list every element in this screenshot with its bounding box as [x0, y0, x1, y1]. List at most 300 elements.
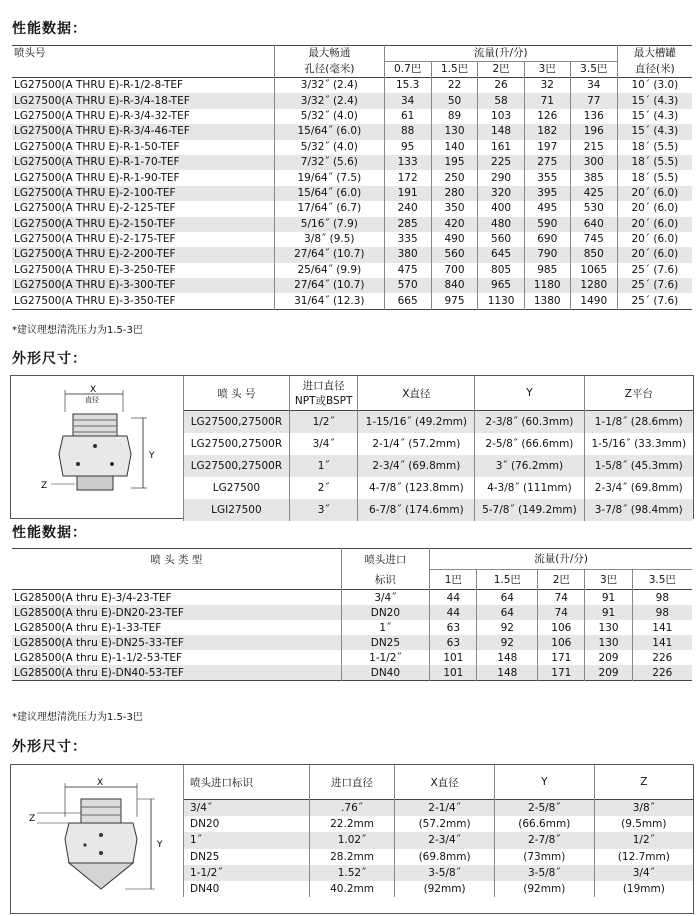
label-x: X — [90, 385, 97, 395]
cell: 130 — [585, 635, 632, 650]
cell: 106 — [538, 620, 585, 635]
table-row — [184, 411, 694, 434]
cell: 495 — [524, 201, 570, 216]
table-row — [12, 124, 692, 139]
cell: 15/64˝ (6.0) — [274, 186, 384, 201]
cell: LGI27500 — [184, 499, 290, 521]
cell: 1-1/8˝ (28.6mm) — [584, 411, 693, 434]
cell: 985 — [524, 263, 570, 278]
cell: (92mm) — [395, 881, 495, 897]
cell: LG27500,27500R — [184, 455, 290, 477]
cell: 840 — [431, 278, 478, 293]
cell: 191 — [384, 186, 431, 201]
cell: 2-5/8˝ — [494, 800, 594, 817]
table-row — [184, 881, 694, 897]
table-row — [12, 263, 692, 278]
cell: 226 — [632, 665, 692, 681]
cell: 5/16˝ (7.9) — [274, 217, 384, 232]
cell: 225 — [478, 155, 524, 170]
cell: LG27500(A THRU E)-R-1-90-TEF — [14, 171, 180, 184]
cell: 790 — [524, 247, 570, 262]
t3-hdr-p1: 1.5巴 — [477, 569, 538, 590]
cell: 530 — [570, 201, 617, 216]
cell: 2-5/8˝ (66.6mm) — [475, 433, 584, 455]
table-row — [12, 78, 692, 94]
cell: (12.7mm) — [594, 849, 693, 865]
t2-hdr-x: X直径 — [358, 376, 475, 411]
table-row — [12, 620, 692, 635]
cell: 3/32˝ (2.4) — [274, 93, 384, 108]
cell: (66.6mm) — [494, 816, 594, 832]
cell: 320 — [478, 186, 524, 201]
t3-hdr-inlet: 喷头进口 — [341, 549, 430, 570]
cell: 92 — [477, 620, 538, 635]
table-row — [184, 816, 694, 832]
table-row — [12, 93, 692, 108]
table-row — [184, 832, 694, 848]
table-row — [184, 455, 694, 477]
hdr-tank: 最大槽罐 — [617, 46, 692, 62]
hdr-p2: 2巴 — [478, 62, 524, 78]
hdr-flow: 流量(升/分) — [384, 46, 617, 62]
cell: LG27500(A THRU E)-R-3/4-32-TEF — [14, 109, 190, 122]
cell: 1-5/8˝ (45.3mm) — [584, 455, 693, 477]
table-row — [12, 650, 692, 665]
table-row — [12, 186, 692, 201]
cell: 95 — [384, 140, 431, 155]
cell: 420 — [431, 217, 478, 232]
cell: 20ˊ (6.0) — [617, 247, 692, 262]
cell: LG27500(A THRU E)-3-350-TEF — [14, 294, 176, 307]
table-row — [184, 433, 694, 455]
cell: 20ˊ (6.0) — [617, 232, 692, 247]
cell: 5-7/8˝ (149.2mm) — [475, 499, 584, 521]
t4-hdr-inlet-id: 喷头进口标识 — [184, 765, 310, 800]
nozzle-drawing-27500 — [23, 384, 173, 512]
t2-hdr-y: Y — [475, 376, 584, 411]
cell: (73mm) — [494, 849, 594, 865]
cell: 74 — [538, 590, 585, 606]
cell: 25/64˝ (9.9) — [274, 263, 384, 278]
cell: LG28500(A thru E)-3/4-23-TEF — [14, 591, 172, 604]
cell: 590 — [524, 217, 570, 232]
cell: 22 — [431, 78, 478, 94]
t4-hdr-y: Y — [494, 765, 594, 800]
cell: 34 — [384, 93, 431, 108]
t2-hdr-z: Z平台 — [584, 376, 693, 411]
cell: 133 — [384, 155, 431, 170]
cell: 1˝ — [184, 832, 310, 848]
dims-title-1: 外形尺寸： — [12, 351, 87, 367]
cell: 15ˊ (4.3) — [617, 124, 692, 139]
cell: 2-1/4˝ (57.2mm) — [358, 433, 475, 455]
table-row — [184, 849, 694, 865]
cell: 290 — [478, 170, 524, 185]
cell: 92 — [477, 635, 538, 650]
label4-y: Y — [157, 840, 163, 850]
cell: 385 — [570, 170, 617, 185]
cell: LG27500,27500R — [184, 433, 290, 455]
cell: (69.8mm) — [395, 849, 495, 865]
cell: 27/64˝ (10.7) — [274, 247, 384, 262]
cell: 1-1/2˝ — [341, 650, 430, 665]
t3-hdr-p2: 2巴 — [538, 569, 585, 590]
cell: LG28500(A thru E)-1-1/2-53-TEF — [14, 651, 183, 664]
cell: 3-5/8˝ — [395, 865, 495, 881]
cell: 26 — [478, 78, 524, 94]
cell: 64 — [477, 590, 538, 606]
cell: 285 — [384, 217, 431, 232]
cell: 2-3/4˝ (69.8mm) — [584, 477, 693, 499]
cell: LG28500(A thru E)-DN25-33-TEF — [14, 636, 184, 649]
cell: 126 — [524, 109, 570, 124]
cell: 3/4˝ — [289, 433, 358, 455]
cell: 2˝ — [289, 477, 358, 499]
cell: 7/32˝ (5.6) — [274, 155, 384, 170]
cell: 400 — [478, 201, 524, 216]
cell: 63 — [430, 635, 477, 650]
cell: 34 — [570, 78, 617, 94]
cell: LG27500(A THRU E)-R-1-50-TEF — [14, 140, 180, 153]
cell: 91 — [585, 590, 632, 606]
cell: 5/32˝ (4.0) — [274, 140, 384, 155]
t3-hdr-p3: 3巴 — [585, 569, 632, 590]
cell: 3-5/8˝ — [494, 865, 594, 881]
t4-hdr-z: Z — [594, 765, 693, 800]
cell: 106 — [538, 635, 585, 650]
cell: 161 — [478, 140, 524, 155]
cell: 77 — [570, 93, 617, 108]
hdr-orifice-unit: 孔径(毫米) — [274, 62, 384, 78]
hdr-orifice: 最大畅通 — [274, 46, 384, 62]
cell: 20ˊ (6.0) — [617, 217, 692, 232]
cell: (19mm) — [594, 881, 693, 897]
perf-table-27500 — [12, 45, 692, 310]
cell: 3/32˝ (2.4) — [274, 78, 384, 94]
cell: 89 — [431, 109, 478, 124]
cell: 182 — [524, 124, 570, 139]
cell: 18ˊ (5.5) — [617, 170, 692, 185]
cell: 690 — [524, 232, 570, 247]
cell: 560 — [478, 232, 524, 247]
cell: 91 — [585, 605, 632, 620]
cell: 141 — [632, 620, 692, 635]
cell: 1/2˝ — [594, 832, 693, 848]
cell: 3/4˝ — [341, 590, 430, 606]
table-row — [12, 247, 692, 262]
cell: 63 — [430, 620, 477, 635]
cell: 209 — [585, 665, 632, 681]
cell: 745 — [570, 232, 617, 247]
cell: 425 — [570, 186, 617, 201]
cell: 10ˊ (3.0) — [617, 78, 692, 94]
cell: 1.52˝ — [309, 865, 394, 881]
dims-table-28500 — [183, 765, 693, 897]
cell: 25ˊ (7.6) — [617, 263, 692, 278]
t3-hdr-flow: 流量(升/分) — [430, 549, 692, 570]
cell: 2-3/4˝ (69.8mm) — [358, 455, 475, 477]
cell: 25ˊ (7.6) — [617, 278, 692, 293]
cell: 380 — [384, 247, 431, 262]
cell: 136 — [570, 109, 617, 124]
cell: 3/8˝ — [594, 800, 693, 817]
cell: 98 — [632, 605, 692, 620]
cell: 18ˊ (5.5) — [617, 155, 692, 170]
cell: 1490 — [570, 293, 617, 309]
cell: 475 — [384, 263, 431, 278]
cell: 58 — [478, 93, 524, 108]
cell: LG27500(A THRU E)-2-200-TEF — [14, 248, 176, 261]
cell: (92mm) — [494, 881, 594, 897]
cell: DN40 — [341, 665, 430, 681]
cell: 171 — [538, 650, 585, 665]
label4-z: Z — [29, 814, 36, 824]
table-row — [184, 865, 694, 881]
cell: LG28500(A thru E)-DN40-53-TEF — [14, 666, 184, 679]
cell: 195 — [431, 155, 478, 170]
cell: 88 — [384, 124, 431, 139]
table-row — [12, 293, 692, 309]
cell: 1-1/2˝ — [184, 865, 310, 881]
cell: 355 — [524, 170, 570, 185]
cell: 103 — [478, 109, 524, 124]
cell: 645 — [478, 247, 524, 262]
cell: 44 — [430, 590, 477, 606]
cell: 665 — [384, 293, 431, 309]
label-z: Z — [41, 481, 48, 491]
cell: 280 — [431, 186, 478, 201]
cell: 490 — [431, 232, 478, 247]
table-row — [12, 665, 692, 681]
nozzle-drawing-28500 — [25, 777, 175, 907]
table-row — [184, 499, 694, 521]
cell: 44 — [430, 605, 477, 620]
cell: 4-7/8˝ (123.8mm) — [358, 477, 475, 499]
cell: 1065 — [570, 263, 617, 278]
cell: 172 — [384, 170, 431, 185]
table-row — [12, 605, 692, 620]
hdr-p3: 3巴 — [524, 62, 570, 78]
cell: 215 — [570, 140, 617, 155]
dims-box-28500 — [10, 764, 694, 914]
cell: 3/4˝ — [184, 800, 310, 817]
cell: 350 — [431, 201, 478, 216]
dims-table-27500 — [183, 376, 693, 521]
cell: 1.02˝ — [309, 832, 394, 848]
t3-hdr-p4: 3.5巴 — [632, 569, 692, 590]
cell: 209 — [585, 650, 632, 665]
cell: 15ˊ (4.3) — [617, 93, 692, 108]
table-row — [12, 140, 692, 155]
cell: 3/8˝ (9.5) — [274, 232, 384, 247]
cell: 250 — [431, 170, 478, 185]
table-row — [184, 800, 694, 817]
cell: 1-5/16˝ (33.3mm) — [584, 433, 693, 455]
cell: 15.3 — [384, 78, 431, 94]
cell: 15ˊ (4.3) — [617, 109, 692, 124]
table-row — [12, 232, 692, 247]
cell: (9.5mm) — [594, 816, 693, 832]
cell: 5/32˝ (4.0) — [274, 109, 384, 124]
cell: DN25 — [184, 849, 310, 865]
cell: 27/64˝ (10.7) — [274, 278, 384, 293]
label4-x: X — [97, 778, 104, 788]
cell: 3-7/8˝ (98.4mm) — [584, 499, 693, 521]
cell: 335 — [384, 232, 431, 247]
cell: 148 — [477, 650, 538, 665]
cell: (57.2mm) — [395, 816, 495, 832]
cell: LG27500(A THRU E)-3-300-TEF — [14, 279, 176, 292]
cell: 141 — [632, 635, 692, 650]
perf-title-1: 性能数据： — [12, 21, 87, 37]
table-row — [12, 170, 692, 185]
cell: 64 — [477, 605, 538, 620]
cell: 40.2mm — [309, 881, 394, 897]
cell: LG27500(A THRU E)-2-100-TEF — [14, 186, 176, 199]
hdr-model: 喷头号 — [14, 47, 46, 60]
cell: 395 — [524, 186, 570, 201]
note-2: *建议理想清洗压力为1.5-3巴 — [12, 712, 143, 723]
cell: 15/64˝ (6.0) — [274, 124, 384, 139]
perf-table-28500 — [12, 548, 692, 681]
cell: 300 — [570, 155, 617, 170]
dims-box-27500 — [10, 375, 694, 519]
t2-hdr-model: 喷 头 号 — [184, 376, 290, 411]
hdr-tank-unit: 直径(米) — [617, 62, 692, 78]
cell: 700 — [431, 263, 478, 278]
cell: 148 — [478, 124, 524, 139]
table-row — [12, 278, 692, 293]
cell: DN20 — [184, 816, 310, 832]
cell: 1/2˝ — [289, 411, 358, 434]
cell: 975 — [431, 293, 478, 309]
cell: 275 — [524, 155, 570, 170]
cell: 2-3/4˝ — [395, 832, 495, 848]
cell: 4-3/8˝ (111mm) — [475, 477, 584, 499]
cell: 98 — [632, 590, 692, 606]
cell: 171 — [538, 665, 585, 681]
cell: 2-7/8˝ — [494, 832, 594, 848]
hdr-p4: 3.5巴 — [570, 62, 617, 78]
cell: 1-15/16˝ (49.2mm) — [358, 411, 475, 434]
cell: 31/64˝ (12.3) — [274, 293, 384, 309]
dims-title-2: 外形尺寸： — [12, 739, 87, 755]
hdr-p1: 1.5巴 — [431, 62, 478, 78]
cell: 25ˊ (7.6) — [617, 293, 692, 309]
cell: 61 — [384, 109, 431, 124]
t3-hdr-inlet-2: 标识 — [341, 569, 430, 590]
cell: 130 — [585, 620, 632, 635]
cell: DN20 — [341, 605, 430, 620]
perf-title-2: 性能数据： — [12, 525, 87, 541]
table-row — [184, 477, 694, 499]
t3-hdr-model: 喷 头 类 型 — [150, 553, 203, 566]
t2-hdr-inlet: 进口直径 NPT或BSPT — [289, 376, 358, 411]
note-1: *建议理想清洗压力为1.5-3巴 — [12, 325, 143, 336]
cell: 130 — [431, 124, 478, 139]
cell: 148 — [477, 665, 538, 681]
cell: 28.2mm — [309, 849, 394, 865]
t4-hdr-x: X直径 — [395, 765, 495, 800]
cell: 101 — [430, 665, 477, 681]
cell: 1˝ — [289, 455, 358, 477]
cell: LG27500(A THRU E)-R-1-70-TEF — [14, 156, 180, 169]
cell: 17/64˝ (6.7) — [274, 201, 384, 216]
cell: 140 — [431, 140, 478, 155]
cell: LG27500(A THRU E)-2-125-TEF — [14, 202, 176, 215]
cell: LG27500(A THRU E)-R-3/4-18-TEF — [14, 94, 190, 107]
cell: LG27500(A THRU E)-R-3/4-46-TEF — [14, 125, 190, 138]
cell: 226 — [632, 650, 692, 665]
cell: 3/4˝ — [594, 865, 693, 881]
cell: LG27500,27500R — [184, 411, 290, 434]
cell: 850 — [570, 247, 617, 262]
cell: 50 — [431, 93, 478, 108]
cell: 3˝ (76.2mm) — [475, 455, 584, 477]
cell: LG28500(A thru E)-1-33-TEF — [14, 621, 162, 634]
cell: 1380 — [524, 293, 570, 309]
cell: 6-7/8˝ (174.6mm) — [358, 499, 475, 521]
cell: DN25 — [341, 635, 430, 650]
cell: LG27500(A THRU E)-2-175-TEF — [14, 233, 176, 246]
cell: 570 — [384, 278, 431, 293]
cell: 196 — [570, 124, 617, 139]
cell: LG27500(A THRU E)-3-250-TEF — [14, 263, 176, 276]
cell: 20ˊ (6.0) — [617, 186, 692, 201]
table-row — [12, 155, 692, 170]
cell: 74 — [538, 605, 585, 620]
cell: 101 — [430, 650, 477, 665]
cell: 2-1/4˝ — [395, 800, 495, 817]
cell: 240 — [384, 201, 431, 216]
cell: LG27500(A THRU E)-2-150-TEF — [14, 217, 176, 230]
cell: 1280 — [570, 278, 617, 293]
table-row — [12, 635, 692, 650]
cell: LG27500 — [184, 477, 290, 499]
cell: 2-3/8˝ (60.3mm) — [475, 411, 584, 434]
cell: 197 — [524, 140, 570, 155]
table-row — [12, 217, 692, 232]
cell: DN40 — [184, 881, 310, 897]
table-row — [12, 201, 692, 216]
cell: 965 — [478, 278, 524, 293]
cell: 18ˊ (5.5) — [617, 140, 692, 155]
cell: 1130 — [478, 293, 524, 309]
cell: 71 — [524, 93, 570, 108]
cell: 1180 — [524, 278, 570, 293]
hdr-p0: 0.7巴 — [384, 62, 431, 78]
cell: LG28500(A thru E)-DN20-23-TEF — [14, 606, 184, 619]
table-row — [12, 590, 692, 606]
cell: 3˝ — [289, 499, 358, 521]
cell: 805 — [478, 263, 524, 278]
cell: 640 — [570, 217, 617, 232]
cell: .76˝ — [309, 800, 394, 817]
cell: 560 — [431, 247, 478, 262]
cell: 19/64˝ (7.5) — [274, 170, 384, 185]
cell: 480 — [478, 217, 524, 232]
t3-hdr-p0: 1巴 — [430, 569, 477, 590]
label-x-sub: 直径 — [85, 396, 99, 404]
cell: LG27500(A THRU E)-R-1/2-8-TEF — [14, 79, 184, 92]
label-y: Y — [149, 451, 155, 461]
table-row — [12, 109, 692, 124]
cell: 1˝ — [341, 620, 430, 635]
cell: 22.2mm — [309, 816, 394, 832]
t4-hdr-inlet-dia: 进口直径 — [309, 765, 394, 800]
cell: 20ˊ (6.0) — [617, 201, 692, 216]
cell: 32 — [524, 78, 570, 94]
